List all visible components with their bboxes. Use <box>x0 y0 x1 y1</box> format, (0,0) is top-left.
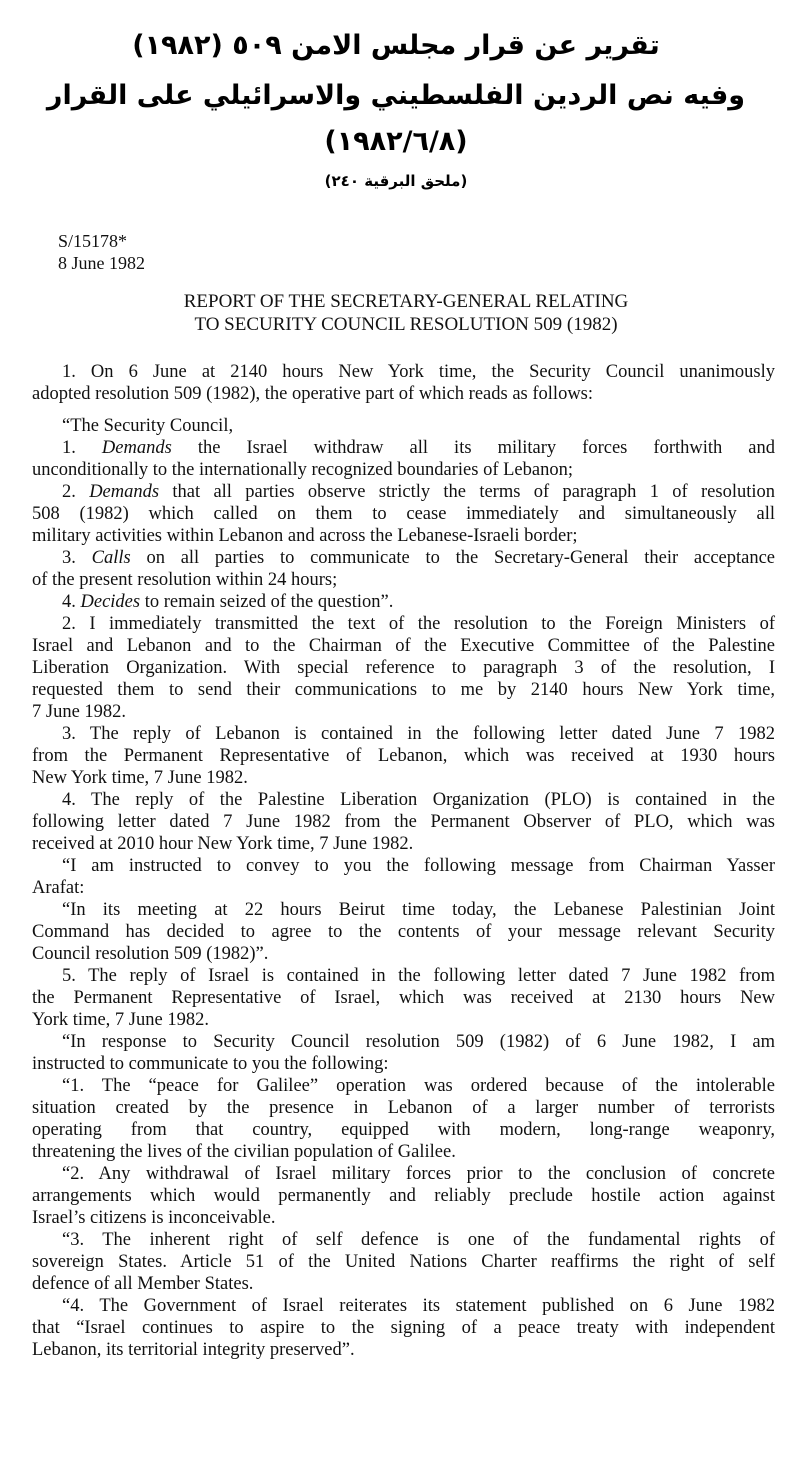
plo-letter-line: Command has decided to agree to the contents of your message relevant Security <box>32 922 775 942</box>
israel-letter-line: instructed to communicate to you the following: <box>32 1054 389 1074</box>
paragraph-1-line: adopted resolution 509 (1982), the operative part of which reads as follows: <box>32 384 594 404</box>
op-text: that all parties observe strictly the terms of paragraph 1 of resolution <box>172 482 775 502</box>
arabic-title-date: (١٩٨٢/٦/٨) <box>324 126 468 157</box>
paragraph-2-line: 7 June 1982. <box>32 702 127 722</box>
operative-paragraph-2 <box>32 481 775 503</box>
israel-letter-line: “In response to Security Council resolution 509 (1982) of 6 June 1982, I am <box>62 1032 775 1052</box>
paragraph-5-line: the Permanent Representative of Israel, which was received at 2130 hours New <box>32 988 775 1008</box>
op-text: to remain seized of the question”. <box>144 592 394 612</box>
operative-paragraph-2-line: military activities within Lebanon and across the Lebanese-Israeli border; <box>32 526 578 546</box>
plo-letter-line: “I am instructed to convey to you the following message from Chairman Yasser <box>62 856 775 876</box>
arabic-title-line-2: وفيه نص الردين الفلسطيني والاسرائيلي على القرار <box>46 80 746 111</box>
israel-letter-point-1: situation created by the presence in Lebanon of a larger number of terrorists <box>32 1098 775 1118</box>
arabic-title-line-1: تقرير عن قرار مجلس الامن ٥٠٩ (١٩٨٢) <box>132 30 660 61</box>
paragraph-4-line: received at 2010 hour New York time, 7 June 1982. <box>32 834 414 854</box>
paragraph-5-line: York time, 7 June 1982. <box>32 1010 209 1030</box>
operative-paragraph-2-line: 508 (1982) which called on them to cease immediately and simultaneously all <box>32 504 775 524</box>
op-number: 1. <box>62 438 76 458</box>
operative-paragraph-1 <box>32 437 775 459</box>
paragraph-3-line: New York time, 7 June 1982. <box>32 768 248 788</box>
document-symbol: S/15178* <box>58 231 128 251</box>
israel-letter-point-4: “4. The Government of Israel reiterates its statement published on 6 June 1982 <box>62 1296 775 1316</box>
israel-letter-point-2: Israel’s citizens is inconceivable. <box>32 1208 276 1228</box>
operative-paragraph-3 <box>32 547 775 569</box>
op-verb: Calls <box>91 548 131 568</box>
israel-letter-point-3: defence of all Member States. <box>32 1274 254 1294</box>
op-number: 4. <box>62 592 76 612</box>
paragraph-3-line: 3. The reply of Lebanon is contained in the following letter dated June 7 1982 <box>62 724 775 744</box>
op-verb: Demands <box>101 438 172 458</box>
israel-letter-point-1: operating from that country, equipped with modern, long-range weaponry, <box>32 1120 775 1140</box>
plo-letter-line: Council resolution 509 (1982)”. <box>32 944 269 964</box>
op-number: 3. <box>62 548 76 568</box>
paragraph-2-line: 2. I immediately transmitted the text of the resolution to the Foreign Ministers of <box>62 614 775 634</box>
paragraph-4-line: following letter dated 7 June 1982 from the Permanent Observer of PLO, which was <box>32 812 775 832</box>
operative-paragraph-3-line: of the present resolution within 24 hours; <box>32 570 338 590</box>
israel-letter-point-3: “3. The inherent right of self defence is one of the fundamental rights of <box>62 1230 775 1250</box>
israel-letter-point-2: arrangements which would permanently and reliably preclude hostile action against <box>32 1186 775 1206</box>
paragraph-2-line: Israel and Lebanon and to the Chairman of the Executive Committee of the Palestine <box>32 636 775 656</box>
spacer <box>32 405 775 415</box>
israel-letter-point-3: sovereign States. Article 51 of the United Nations Charter reaffirms the right of self <box>32 1252 775 1272</box>
op-number: 2. <box>62 482 76 502</box>
paragraph-3-line: from the Permanent Representative of Lebanon, which was received at 1930 hours <box>32 746 775 766</box>
paragraph-1-line: 1. On 6 June at 2140 hours New York time, the Security Council unanimously <box>62 362 775 382</box>
israel-letter-point-4: Lebanon, its territorial integrity preserved”. <box>32 1340 355 1360</box>
operative-paragraph-1-line: unconditionally to the internationally recognized boundaries of Lebanon; <box>32 460 573 480</box>
israel-letter-point-2: “2. Any withdrawal of Israel military forces prior to the conclusion of concrete <box>62 1164 775 1184</box>
paragraph-4-line: 4. The reply of the Palestine Liberation Organization (PLO) is contained in the <box>62 790 775 810</box>
report-title-line-1: REPORT OF THE SECRETARY-GENERAL RELATING <box>183 291 629 312</box>
plo-letter-line: “In its meeting at 22 hours Beirut time today, the Lebanese Palestinian Joint <box>62 900 775 920</box>
document-date: 8 June 1982 <box>58 253 145 273</box>
plo-letter-line: Arafat: <box>32 878 85 898</box>
israel-letter-point-1: “1. The “peace for Galilee” operation was ordered because of the intolerable <box>62 1076 775 1096</box>
op-verb: Decides <box>80 592 141 612</box>
document-body <box>32 361 775 1361</box>
paragraph-2-line: Liberation Organization. With special reference to paragraph 3 of the resolution, I <box>32 658 775 678</box>
op-text: on all parties to communicate to the Secretary-General their acceptance <box>146 548 776 568</box>
paragraph-5-line: 5. The reply of Israel is contained in the following letter dated 7 June 1982 from <box>62 966 775 986</box>
arabic-annex-note: (ملحق البرقية ٢٤٠) <box>324 172 468 190</box>
report-title-line-2: TO SECURITY COUNCIL RESOLUTION 509 (1982) <box>194 314 618 335</box>
operative-paragraph-4 <box>32 591 775 613</box>
op-verb: Demands <box>89 482 160 502</box>
israel-letter-point-4: that “Israel continues to aspire to the signing of a peace treaty with independent <box>32 1318 775 1338</box>
israel-letter-point-1: threatening the lives of the civilian population of Galilee. <box>32 1142 456 1162</box>
paragraph-2-line: requested them to send their communications to me by 2140 hours New York time, <box>32 680 775 700</box>
op-text: the Israel withdraw all its military forces forthwith and <box>197 438 776 458</box>
resolution-intro: “The Security Council, <box>62 416 234 436</box>
